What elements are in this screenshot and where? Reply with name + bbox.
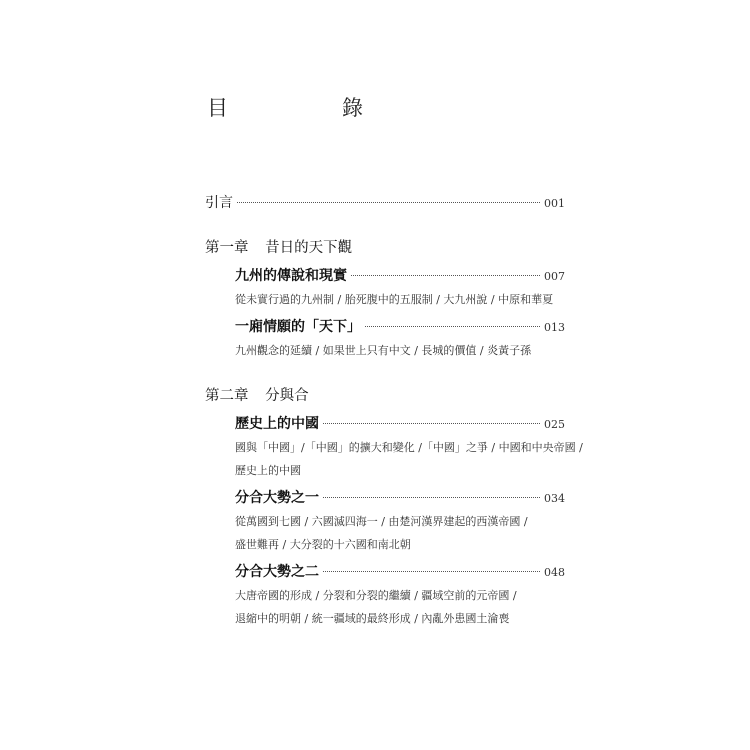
- topic-line: 從萬國到七國 / 六國滅四海一 / 由楚河漢界建起的西漢帝國 /: [235, 515, 528, 528]
- toc-topics: [235, 288, 565, 311]
- toc-topics: [235, 436, 583, 482]
- chapter-number: 第二章: [205, 388, 249, 404]
- toc-entry-label: 一廂情願的「天下」: [235, 319, 361, 335]
- table-of-contents: [205, 192, 583, 630]
- toc-entry[interactable]: [235, 413, 565, 435]
- toc-section: [235, 413, 583, 482]
- page-title: 目 錄: [207, 96, 387, 120]
- toc-section: [235, 265, 565, 311]
- toc-topics: [235, 339, 565, 362]
- toc-entry-label: 分合大勢之二: [235, 564, 319, 580]
- dot-leader: [237, 202, 540, 203]
- dot-leader: [323, 497, 540, 498]
- toc-topics: [235, 584, 565, 630]
- toc-page-number: 048: [544, 566, 565, 579]
- toc-section: [235, 487, 565, 556]
- toc-page-number: 025: [544, 418, 565, 431]
- toc-page-number: 013: [544, 321, 565, 334]
- dot-leader: [351, 275, 540, 276]
- toc-page-number: 001: [544, 197, 565, 210]
- topic-line: 大唐帝國的形成 / 分裂和分裂的繼續 / 疆域空前的元帝國 /: [235, 589, 517, 602]
- dot-leader: [323, 423, 540, 424]
- chapter-heading: [205, 384, 565, 408]
- dot-leader: [323, 571, 540, 572]
- chapter-number: 第一章: [205, 240, 249, 256]
- toc-entry-intro[interactable]: [205, 192, 565, 214]
- topic-line: 九州觀念的延續 / 如果世上只有中文 / 長城的價值 / 炎黃子孫: [235, 344, 532, 357]
- topic-line: 國與「中國」/「中國」的擴大和變化 /「中國」之爭 / 中國和中央帝國 /: [235, 441, 583, 454]
- toc-entry-label: 引言: [205, 195, 233, 211]
- toc-entry-label: 分合大勢之一: [235, 490, 319, 506]
- toc-entry[interactable]: [235, 561, 565, 583]
- toc-entry-label: 九州的傳說和現實: [235, 268, 347, 284]
- chapter-title: 昔日的天下觀: [265, 240, 353, 256]
- chapter-title: 分與合: [265, 388, 309, 404]
- toc-entry[interactable]: [235, 265, 565, 287]
- toc-page-number: 007: [544, 270, 565, 283]
- toc-entry-label: 歷史上的中國: [235, 416, 319, 432]
- toc-page-number: 034: [544, 492, 565, 505]
- toc-section: [235, 316, 565, 362]
- topic-line: 盛世難再 / 大分裂的十六國和南北朝: [235, 538, 411, 551]
- chapter-heading: [205, 236, 565, 260]
- topic-line: 從未實行過的九州制 / 胎死腹中的五服制 / 大九州說 / 中原和華夏: [235, 293, 554, 306]
- toc-topics: [235, 510, 565, 556]
- toc-entry[interactable]: [235, 487, 565, 509]
- topic-line: 歷史上的中國: [235, 464, 301, 477]
- toc-entry[interactable]: [235, 316, 565, 338]
- dot-leader: [365, 326, 540, 327]
- topic-line: 退縮中的明朝 / 統一疆域的最終形成 / 內亂外患國土淪喪: [235, 612, 510, 625]
- toc-section: [235, 561, 565, 630]
